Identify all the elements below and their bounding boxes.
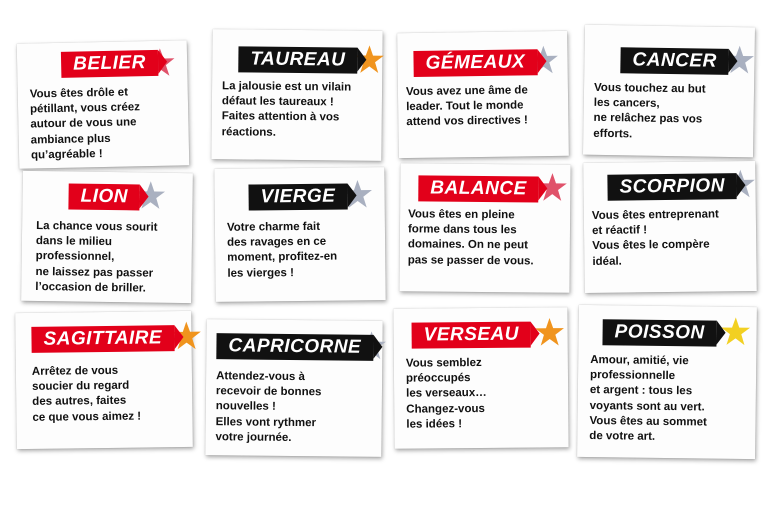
horoscope-text-capricorne: Attendez-vous à recevoir de bonnes nouvelles ! Elles vont rythmer votre journée. bbox=[215, 370, 322, 444]
horoscope-text-balance: Vous êtes en pleine forme dans tous les domaines. On ne peut pas se passer de vous. bbox=[407, 208, 534, 267]
horoscope-card-scorpion bbox=[583, 161, 757, 293]
horoscope-card-cancer bbox=[583, 25, 755, 158]
horoscope-text-scorpion: Vous êtes entreprenant et réactif ! Vous êtes le compère idéal. bbox=[591, 208, 719, 268]
sign-banner-poisson: POISSON bbox=[602, 319, 716, 346]
horoscope-text-sagittaire: Arrêtez de vous soucier du regard des autres, faites ce que vous aimez ! bbox=[31, 364, 142, 424]
sign-banner-taureau: TAUREAU bbox=[238, 46, 357, 73]
horoscope-card-belier bbox=[17, 40, 190, 169]
horoscope-card-capricorne bbox=[205, 319, 382, 457]
horoscope-card-gemeaux bbox=[397, 31, 569, 158]
horoscope-text-poisson: Amour, amitié, vie professionnelle et argent : tous les voyants sont au vert. Vous êtes au sommet de votre art. bbox=[589, 354, 707, 443]
horoscope-card-verseau bbox=[393, 307, 568, 449]
horoscope-text-verseau: Vous semblez préoccupés les verseaux… Changez-vous les idées ! bbox=[405, 356, 487, 431]
horoscope-text-taureau: La jalousie est un vilain défaut les taureaux ! Faites attention à vos réactions. bbox=[221, 80, 352, 139]
sign-banner-scorpion: SCORPION bbox=[607, 173, 737, 201]
horoscope-card-taureau bbox=[211, 29, 382, 161]
sign-banner-gemeaux: GÉMEAUX bbox=[413, 49, 537, 77]
horoscope-card-balance bbox=[399, 163, 570, 292]
sign-banner-belier: BELIER bbox=[61, 50, 158, 78]
horoscope-card-poisson bbox=[577, 305, 757, 459]
horoscope-card-vierge bbox=[214, 167, 385, 302]
horoscope-text-vierge: Votre charme fait des ravages en ce moment, profitez-en les vierges ! bbox=[226, 220, 338, 280]
sign-banner-cancer: CANCER bbox=[620, 47, 729, 75]
horoscope-card-sagittaire bbox=[15, 311, 193, 449]
horoscope-text-gemeaux: Vous avez une âme de leader. Tout le monde attend vos directives ! bbox=[405, 84, 528, 129]
horoscope-text-cancer: Vous touchez au but les cancers, ne relâchez pas vos efforts. bbox=[593, 81, 706, 140]
sign-banner-vierge: VIERGE bbox=[248, 184, 347, 211]
sign-banner-lion: LION bbox=[68, 183, 140, 210]
sign-banner-balance: BALANCE bbox=[418, 175, 539, 202]
horoscope-text-lion: La chance vous sourit dans le milieu professionnel, ne laissez pas passer l’occasion de briller. bbox=[35, 220, 158, 295]
horoscope-card-lion bbox=[21, 171, 193, 303]
sign-banner-sagittaire: SAGITTAIRE bbox=[31, 325, 174, 353]
horoscope-text-belier: Vous êtes drôle et pétillant, vous créez autour de vous une ambiance plus qu’agréable ! bbox=[29, 86, 141, 162]
sign-banner-capricorne: CAPRICORNE bbox=[216, 333, 373, 361]
sign-banner-verseau: VERSEAU bbox=[412, 322, 532, 349]
